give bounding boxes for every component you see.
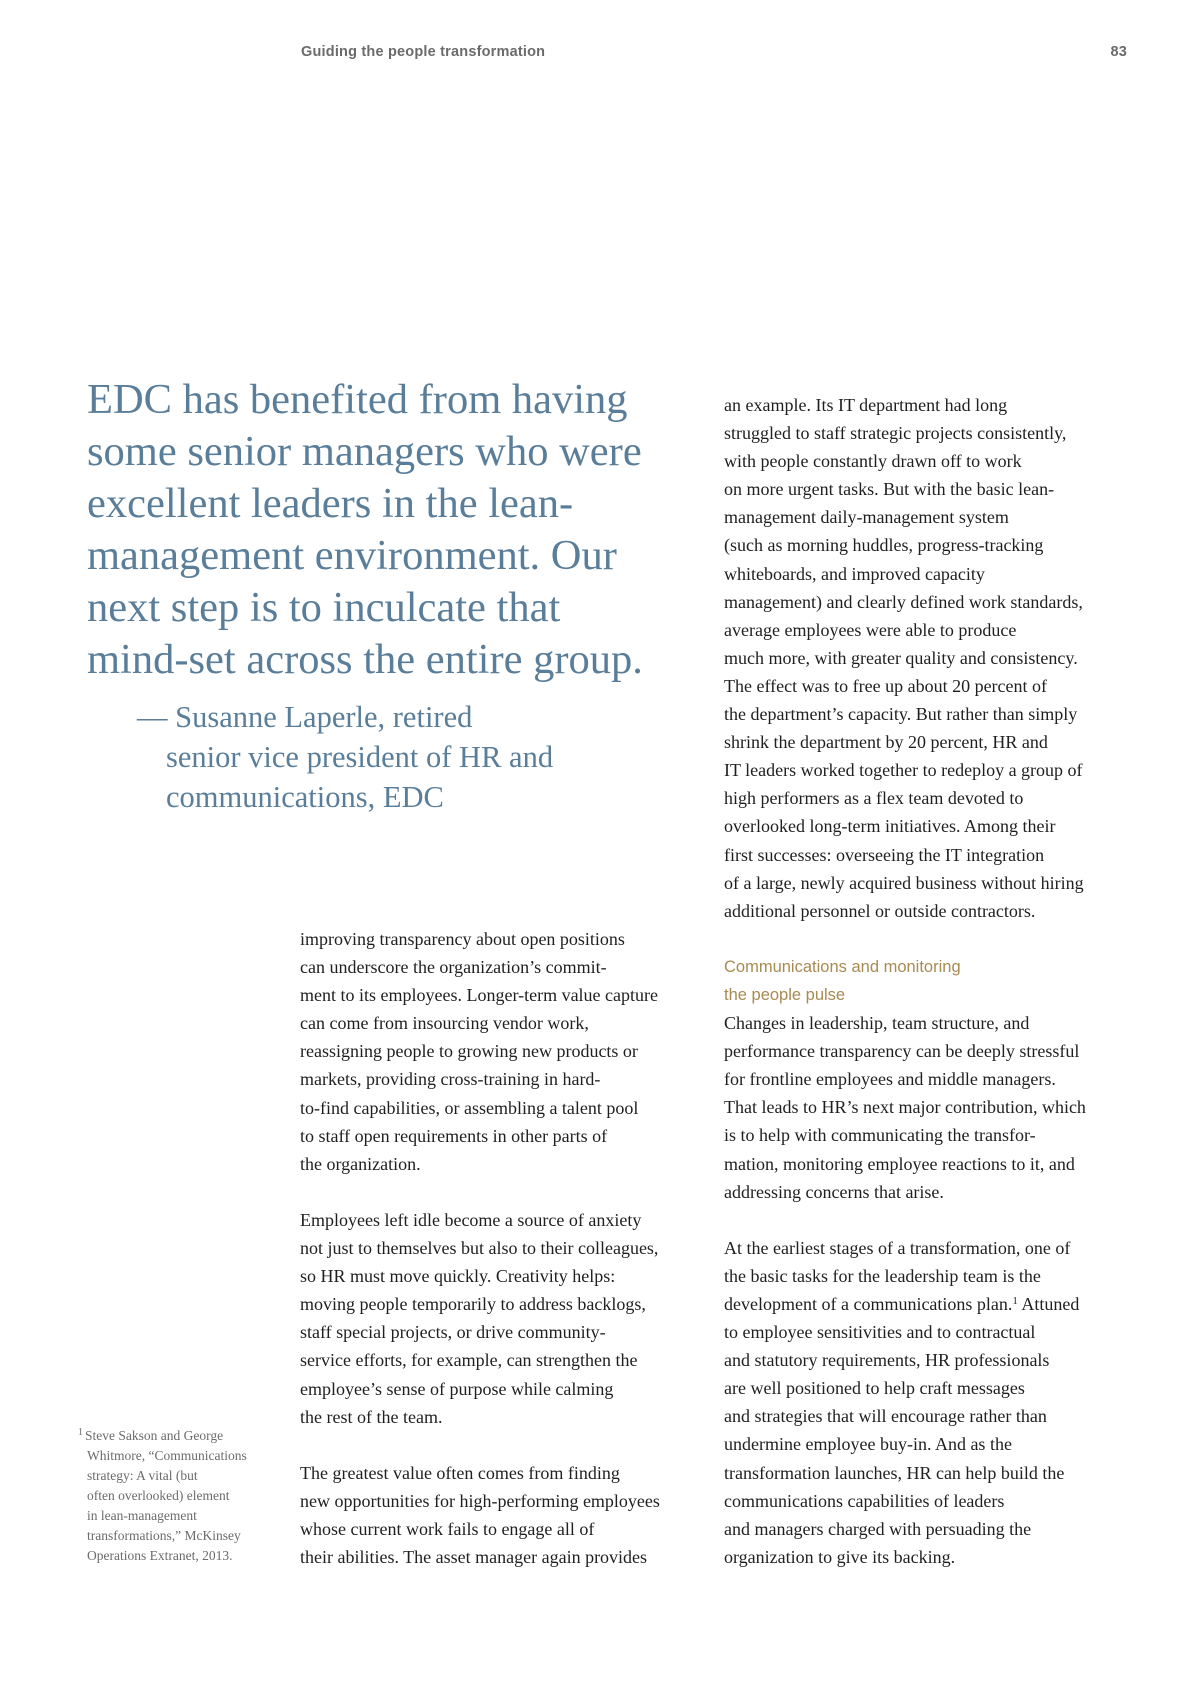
pull-quote-line: excellent leaders in the lean- <box>87 480 574 527</box>
text-line: At the earliest stages of a transformation, one of <box>724 1237 1071 1258</box>
footnote-line: Operations Extranet, 2013. <box>87 1548 233 1563</box>
footnote-text: Steve Sakson and George <box>85 1428 224 1443</box>
subheading-line: Communications and monitoring <box>724 957 961 976</box>
footnote <box>78 1426 278 1566</box>
text-line: the organization. <box>300 1153 421 1174</box>
paragraph <box>724 1234 1134 1571</box>
text-line: so HR must move quickly. Creativity helps: <box>300 1266 616 1287</box>
text-line: of a large, newly acquired business without hiring <box>724 872 1084 893</box>
text-line: for frontline employees and middle managers. <box>724 1069 1056 1090</box>
footnote-line: often overlooked) element <box>87 1488 230 1503</box>
text-line: can come from insourcing vendor work, <box>300 1013 589 1034</box>
text-line: to employee sensitivities and to contractual <box>724 1322 1036 1343</box>
text-line: their abilities. The asset manager again provides <box>300 1547 648 1568</box>
text-line: service efforts, for example, can strengthen the <box>300 1350 638 1371</box>
text-line: first successes: overseeing the IT integration <box>724 844 1045 865</box>
attribution-line: senior vice president of HR and <box>166 740 554 774</box>
text-line: much more, with greater quality and consistency. <box>724 647 1078 668</box>
pull-quote-line: management environment. Our <box>87 532 617 579</box>
text-line: and managers charged with persuading the <box>724 1518 1032 1539</box>
pull-quote-line: next step is to inculcate that <box>87 584 561 631</box>
footnote-marker: 1 <box>78 1427 83 1438</box>
text-line: communications capabilities of leaders <box>724 1490 1005 1511</box>
text-line: are well positioned to help craft messages <box>724 1378 1025 1399</box>
text-line: The effect was to free up about 20 percent of <box>724 675 1048 696</box>
paragraph <box>300 925 710 1178</box>
text-line: and statutory requirements, HR professionals <box>724 1350 1050 1371</box>
text-line: transformation launches, HR can help build the <box>724 1462 1065 1483</box>
text-line: new opportunities for high-performing employees <box>300 1490 660 1511</box>
footnote-line: Whitmore, “Communications <box>87 1448 247 1463</box>
text-line: to-find capabilities, or assembling a talent pool <box>300 1097 639 1118</box>
section-subheading <box>724 953 1134 1009</box>
text-line: management) and clearly defined work standards, <box>724 591 1083 612</box>
text-line: markets, providing cross-training in hard- <box>300 1069 601 1090</box>
text-line: undermine employee buy-in. And as the <box>724 1434 1012 1455</box>
body-column-left <box>300 925 710 1571</box>
text-line: on more urgent tasks. But with the basic lean- <box>724 479 1055 500</box>
text-line: shrink the department by 20 percent, HR and <box>724 732 1048 753</box>
text-line: average employees were able to produce <box>724 619 1017 640</box>
text-line: is to help with communicating the transfor- <box>724 1125 1036 1146</box>
text-fragment: development of a communications plan. <box>724 1294 1013 1314</box>
text-line: an example. Its IT department had long <box>724 395 1008 415</box>
paragraph <box>724 1009 1134 1206</box>
text-line: not just to themselves but also to their colleagues, <box>300 1238 659 1259</box>
text-line: ment to its employees. Longer-term value capture <box>300 985 659 1006</box>
pull-quote-line: EDC has benefited from having <box>87 376 628 423</box>
pull-quote <box>87 374 707 686</box>
text-line: employee’s sense of purpose while calming <box>300 1378 614 1399</box>
text-line: management daily-management system <box>724 507 1009 528</box>
paragraph <box>724 391 1134 925</box>
text-line: IT leaders worked together to redeploy a group of <box>724 760 1083 781</box>
text-line: Employees left idle become a source of anxiety <box>300 1209 642 1230</box>
text-line: performance transparency can be deeply stressful <box>724 1041 1080 1062</box>
paragraph <box>300 1206 710 1431</box>
body-column-right <box>724 391 1134 1571</box>
text-line: whose current work fails to engage all of <box>300 1518 595 1539</box>
footnote-line: strategy: A vital (but <box>87 1468 198 1483</box>
footnote-line <box>78 1426 278 1446</box>
footnote-line: in lean-management <box>87 1508 197 1523</box>
text-line: overlooked long-term initiatives. Among their <box>724 816 1056 837</box>
text-line: struggled to staff strategic projects consistently, <box>724 423 1067 444</box>
text-line: That leads to HR’s next major contribution, which <box>724 1097 1086 1118</box>
text-line: to staff open requirements in other parts of <box>300 1125 608 1146</box>
text-line: The greatest value often comes from finding <box>300 1462 620 1483</box>
text-line: additional personnel or outside contractors. <box>724 900 1036 921</box>
page-number: 83 <box>1110 44 1127 60</box>
attribution-line: — Susanne Laperle, retired <box>137 700 473 734</box>
subheading-line: the people pulse <box>724 985 846 1004</box>
text-line: with people constantly drawn off to work <box>724 451 1022 472</box>
attribution-line: communications, EDC <box>166 780 444 814</box>
running-header-title: Guiding the people transformation <box>301 44 546 60</box>
text-line-with-footnote <box>724 1290 1134 1318</box>
pull-quote-line: mind-set across the entire group. <box>87 636 643 683</box>
text-line: improving transparency about open positions <box>300 929 625 949</box>
text-line: addressing concerns that arise. <box>724 1181 944 1202</box>
text-line: organization to give its backing. <box>724 1546 956 1567</box>
footnote-line: transformations,” McKinsey <box>87 1528 241 1543</box>
text-line: the department’s capacity. But rather than simply <box>724 704 1078 725</box>
paragraph <box>300 1459 710 1571</box>
text-line: Changes in leadership, team structure, and <box>724 1013 1030 1034</box>
pull-quote-line: some senior managers who were <box>87 428 642 475</box>
text-line: staff special projects, or drive community- <box>300 1322 606 1343</box>
text-line: mation, monitoring employee reactions to it, and <box>724 1153 1075 1174</box>
footnote-reference[interactable]: 1 <box>1012 1295 1018 1307</box>
text-fragment: Attuned <box>1017 1294 1080 1314</box>
text-line: high performers as a flex team devoted to <box>724 788 1024 809</box>
text-line: moving people temporarily to address backlogs, <box>300 1294 646 1315</box>
text-line: the rest of the team. <box>300 1406 443 1427</box>
text-line: reassigning people to growing new products or <box>300 1041 638 1062</box>
text-line: (such as morning huddles, progress-tracking <box>724 535 1044 556</box>
text-line: and strategies that will encourage rather than <box>724 1406 1047 1427</box>
text-line: whiteboards, and improved capacity <box>724 563 985 584</box>
text-line: the basic tasks for the leadership team is the <box>724 1265 1041 1286</box>
text-line: can underscore the organization’s commit- <box>300 957 607 978</box>
quote-attribution <box>137 697 553 817</box>
